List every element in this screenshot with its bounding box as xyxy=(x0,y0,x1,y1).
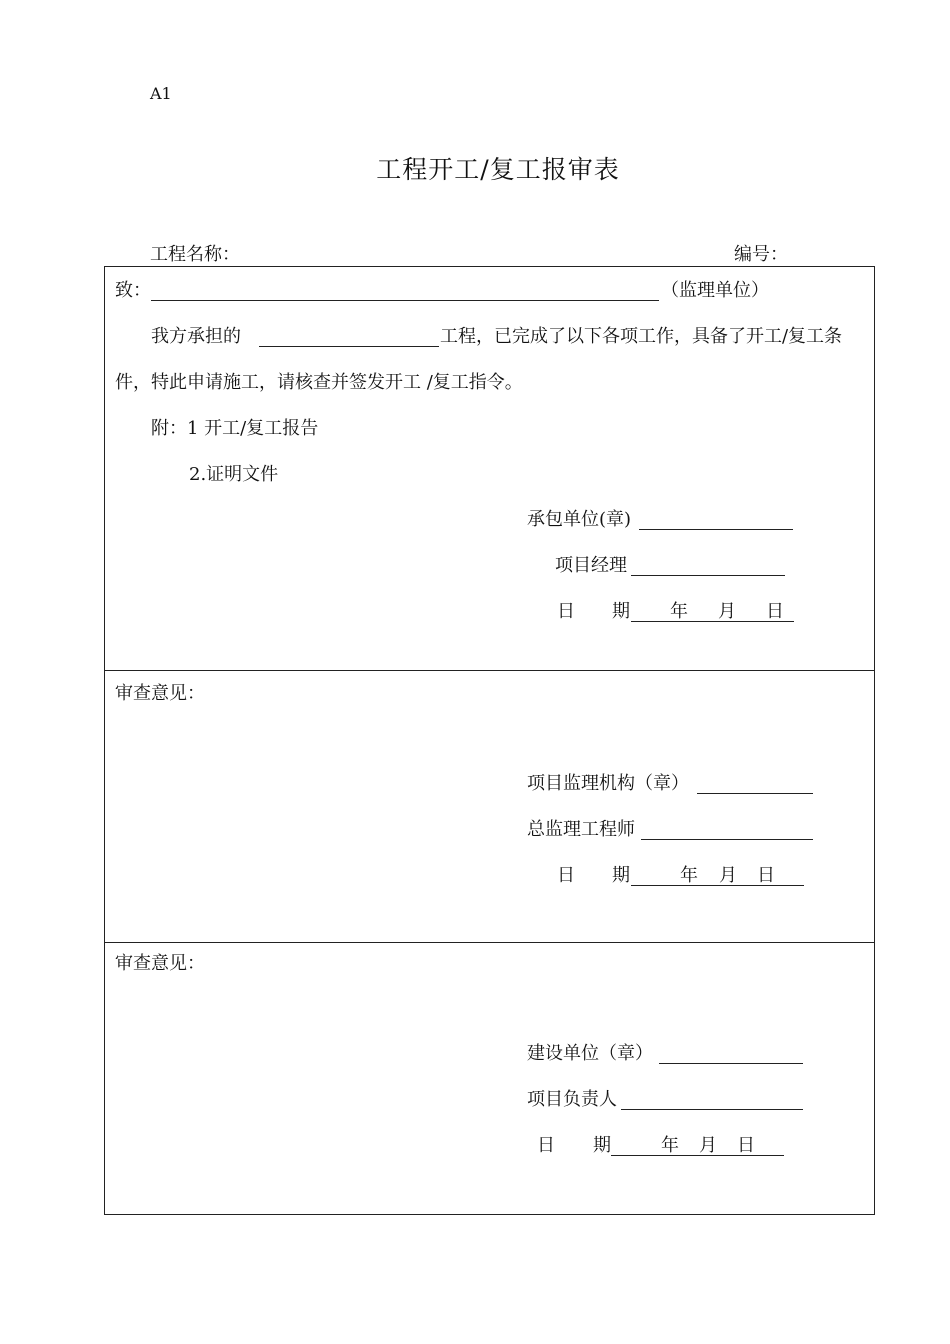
attachment-2: 2.证明文件 xyxy=(189,464,279,485)
project-manager-field[interactable] xyxy=(631,575,785,576)
day-label: 日 xyxy=(766,601,784,622)
supervision-review-section xyxy=(105,670,874,943)
project-leader-label: 项目负责人 xyxy=(527,1089,617,1110)
chief-supervisor-label: 总监理工程师 xyxy=(527,819,635,840)
date-label-2: 期 xyxy=(612,865,630,886)
contractor-field[interactable] xyxy=(639,529,793,530)
date-label-2: 期 xyxy=(593,1135,611,1156)
year-label: 年 xyxy=(680,865,698,886)
body-prefix: 我方承担的 xyxy=(151,326,241,347)
body-line1: 工程，已完成了以下各项工作，具备了开工/复工条 xyxy=(440,326,843,347)
chief-supervisor-field[interactable] xyxy=(641,839,813,840)
date-field[interactable] xyxy=(631,885,804,886)
owner-unit-field[interactable] xyxy=(659,1063,803,1064)
project-name-field[interactable] xyxy=(259,346,439,347)
serial-number-label: 编号： xyxy=(734,244,788,265)
supervision-org-field[interactable] xyxy=(697,793,813,794)
month-label: 月 xyxy=(719,865,737,886)
supervisor-unit-field[interactable] xyxy=(151,300,659,301)
owner-unit-label: 建设单位（章） xyxy=(527,1043,653,1064)
day-label: 日 xyxy=(757,865,775,886)
project-manager-label: 项目经理 xyxy=(555,555,627,576)
body-line2: 件，特此申请施工，请核查并签发开工 /复工指令。 xyxy=(115,372,523,393)
date-label-2: 期 xyxy=(612,601,630,622)
month-label: 月 xyxy=(699,1135,717,1156)
form-table xyxy=(104,266,875,1215)
owner-review-section xyxy=(105,942,874,1214)
form-code: A1 xyxy=(150,84,172,103)
date-field[interactable] xyxy=(611,1155,784,1156)
project-leader-field[interactable] xyxy=(621,1109,803,1110)
review-opinion-label: 审查意见： xyxy=(115,953,205,974)
month-label: 月 xyxy=(718,601,736,622)
supervisor-unit-suffix: （监理单位） xyxy=(661,280,769,301)
review-opinion-label: 审查意见： xyxy=(115,683,205,704)
contractor-label: 承包单位(章) xyxy=(527,509,632,530)
to-label: 致： xyxy=(115,280,151,301)
supervision-org-label: 项目监理机构（章） xyxy=(527,773,689,794)
project-name-label: 工程名称： xyxy=(150,244,240,265)
form-title: 工程开工/复工报审表 xyxy=(376,155,620,184)
attachment-1: 附：1 开工/复工报告 xyxy=(151,418,319,439)
year-label: 年 xyxy=(670,601,688,622)
day-label: 日 xyxy=(737,1135,755,1156)
application-section xyxy=(105,267,874,671)
date-label: 日 xyxy=(557,865,575,886)
year-label: 年 xyxy=(661,1135,679,1156)
date-label: 日 xyxy=(537,1135,555,1156)
date-label: 日 xyxy=(557,601,575,622)
